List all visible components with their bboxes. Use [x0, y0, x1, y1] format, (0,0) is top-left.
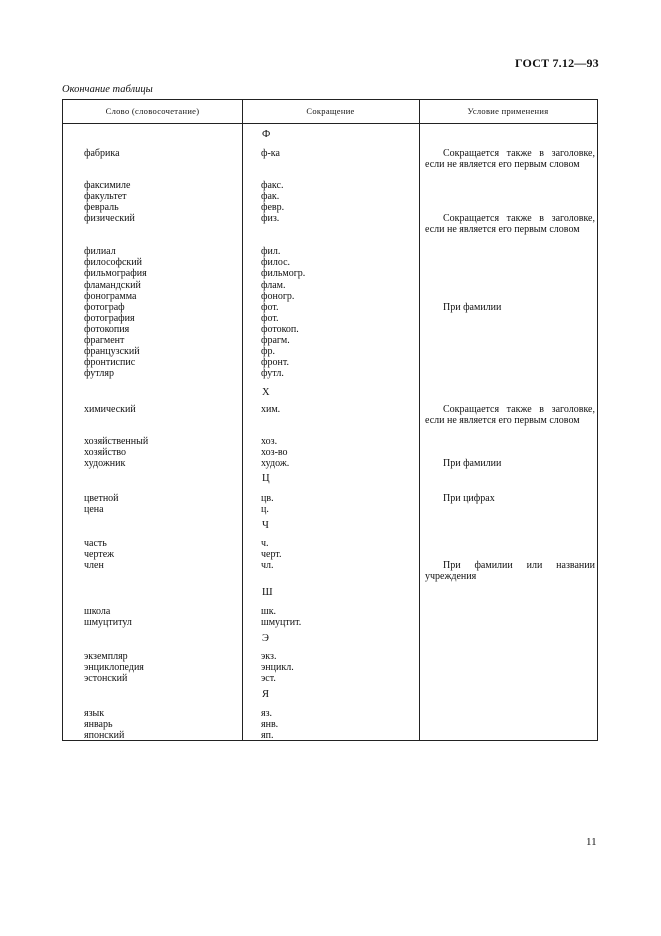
table-caption: Окончание таблицы — [62, 84, 153, 95]
table-cell-word: энциклопедия — [84, 662, 144, 673]
table-cell-abbreviation: февр. — [261, 202, 285, 213]
table-cell-abbreviation: янв. — [261, 719, 279, 730]
table-cell-condition: При цифрах — [443, 493, 495, 504]
table-cell-word: фотография — [84, 313, 135, 324]
column-header-word: Слово (словосочетание) — [105, 106, 200, 116]
table-cell-abbreviation: яз. — [261, 708, 273, 719]
document-code: ГОСТ 7.12—93 — [515, 56, 599, 70]
column-divider — [419, 100, 420, 740]
table-cell-condition: При фамилии — [443, 458, 502, 469]
table-cell-word: филиал — [84, 246, 116, 257]
table-cell-abbreviation: физ. — [261, 213, 280, 224]
table-cell-word: чертеж — [84, 549, 115, 560]
column-header-abbreviation: Сокращение — [306, 106, 355, 116]
table-cell-word: французский — [84, 346, 140, 357]
table-cell-word: хозяйство — [84, 447, 126, 458]
table-cell-abbreviation: фрагм. — [261, 335, 290, 346]
table-cell-abbreviation: ч. — [261, 538, 269, 549]
section-letter: Я — [262, 689, 270, 700]
table-cell-word: язык — [84, 708, 105, 719]
table-cell-word: январь — [84, 719, 113, 730]
table-cell-word: фрагмент — [84, 335, 125, 346]
table-cell-word: фильмография — [84, 268, 147, 279]
section-letter: Ц — [262, 473, 270, 484]
table-cell-abbreviation: фильмогр. — [261, 268, 306, 279]
table-cell-abbreviation: шмуцтит. — [261, 617, 302, 628]
table-cell-abbreviation: фр. — [261, 346, 275, 357]
table-cell-word: фабрика — [84, 148, 120, 159]
table-cell-condition: Сокращается также в заголовке, если не является его первым словом — [425, 213, 595, 235]
table-cell-abbreviation: фоногр. — [261, 291, 295, 302]
table-cell-condition: Сокращается также в заголовке, если не является его первым словом — [425, 404, 595, 426]
table-cell-condition: Сокращается также в заголовке, если не является его первым словом — [425, 148, 595, 170]
table-cell-word: член — [84, 560, 104, 571]
table-cell-abbreviation: экз. — [261, 651, 277, 662]
column-header-condition: Условие применения — [467, 106, 549, 116]
table-cell-condition: При фамилии — [443, 302, 502, 313]
table-cell-abbreviation: факс. — [261, 180, 284, 191]
table-cell-word: фламандский — [84, 280, 141, 291]
table-cell-abbreviation: фак. — [261, 191, 280, 202]
page-number: 11 — [586, 836, 597, 848]
table-cell-abbreviation: ф-ка — [261, 148, 280, 159]
table-cell-word: хозяйственный — [84, 436, 149, 447]
table-cell-abbreviation: фотокоп. — [261, 324, 299, 335]
table-cell-abbreviation: фил. — [261, 246, 281, 257]
table-cell-abbreviation: хим. — [261, 404, 281, 415]
section-letter: Ч — [262, 520, 269, 531]
table-cell-condition: При фамилии или названии учреждения — [425, 560, 595, 582]
table-cell-word: футляр — [84, 368, 114, 379]
table-cell-word: фронтиспис — [84, 357, 136, 368]
table-cell-abbreviation: футл. — [261, 368, 284, 379]
table-cell-abbreviation: фот. — [261, 302, 279, 313]
table-cell-word: факультет — [84, 191, 127, 202]
table-cell-word: цена — [84, 504, 104, 515]
table-cell-abbreviation: хоз. — [261, 436, 278, 447]
section-letter: Х — [262, 387, 270, 398]
table-cell-word: школа — [84, 606, 111, 617]
table-cell-word: химический — [84, 404, 136, 415]
table-cell-abbreviation: цв. — [261, 493, 274, 504]
table-cell-abbreviation: эст. — [261, 673, 276, 684]
table-cell-abbreviation: шк. — [261, 606, 277, 617]
table-cell-word: цветной — [84, 493, 119, 504]
table-cell-word: эстонский — [84, 673, 128, 684]
table-cell-word: фотограф — [84, 302, 125, 313]
table-cell-word: экземпляр — [84, 651, 128, 662]
table-cell-word: японский — [84, 730, 125, 741]
table-cell-word: фотокопия — [84, 324, 130, 335]
section-letter: Ш — [262, 587, 273, 598]
table-cell-abbreviation: фронт. — [261, 357, 289, 368]
table-cell-word: фонограмма — [84, 291, 137, 302]
header-divider — [63, 123, 597, 124]
table-cell-abbreviation: флам. — [261, 280, 286, 291]
table-cell-abbreviation: хоз-во — [261, 447, 288, 458]
table-cell-abbreviation: энцикл. — [261, 662, 294, 673]
abbreviation-table — [62, 99, 598, 741]
table-cell-word: февраль — [84, 202, 119, 213]
table-cell-abbreviation: черт. — [261, 549, 282, 560]
column-divider — [242, 100, 243, 740]
section-letter: Ф — [262, 129, 271, 140]
table-cell-word: философский — [84, 257, 142, 268]
table-cell-abbreviation: чл. — [261, 560, 274, 571]
table-cell-abbreviation: филос. — [261, 257, 291, 268]
table-cell-abbreviation: ц. — [261, 504, 269, 515]
table-cell-word: художник — [84, 458, 126, 469]
table-cell-word: физический — [84, 213, 135, 224]
section-letter: Э — [262, 633, 269, 644]
table-cell-word: факсимиле — [84, 180, 131, 191]
table-cell-abbreviation: худож. — [261, 458, 290, 469]
table-cell-word: шмуцтитул — [84, 617, 132, 628]
table-cell-abbreviation: фот. — [261, 313, 279, 324]
table-cell-abbreviation: яп. — [261, 730, 274, 741]
table-cell-word: часть — [84, 538, 107, 549]
